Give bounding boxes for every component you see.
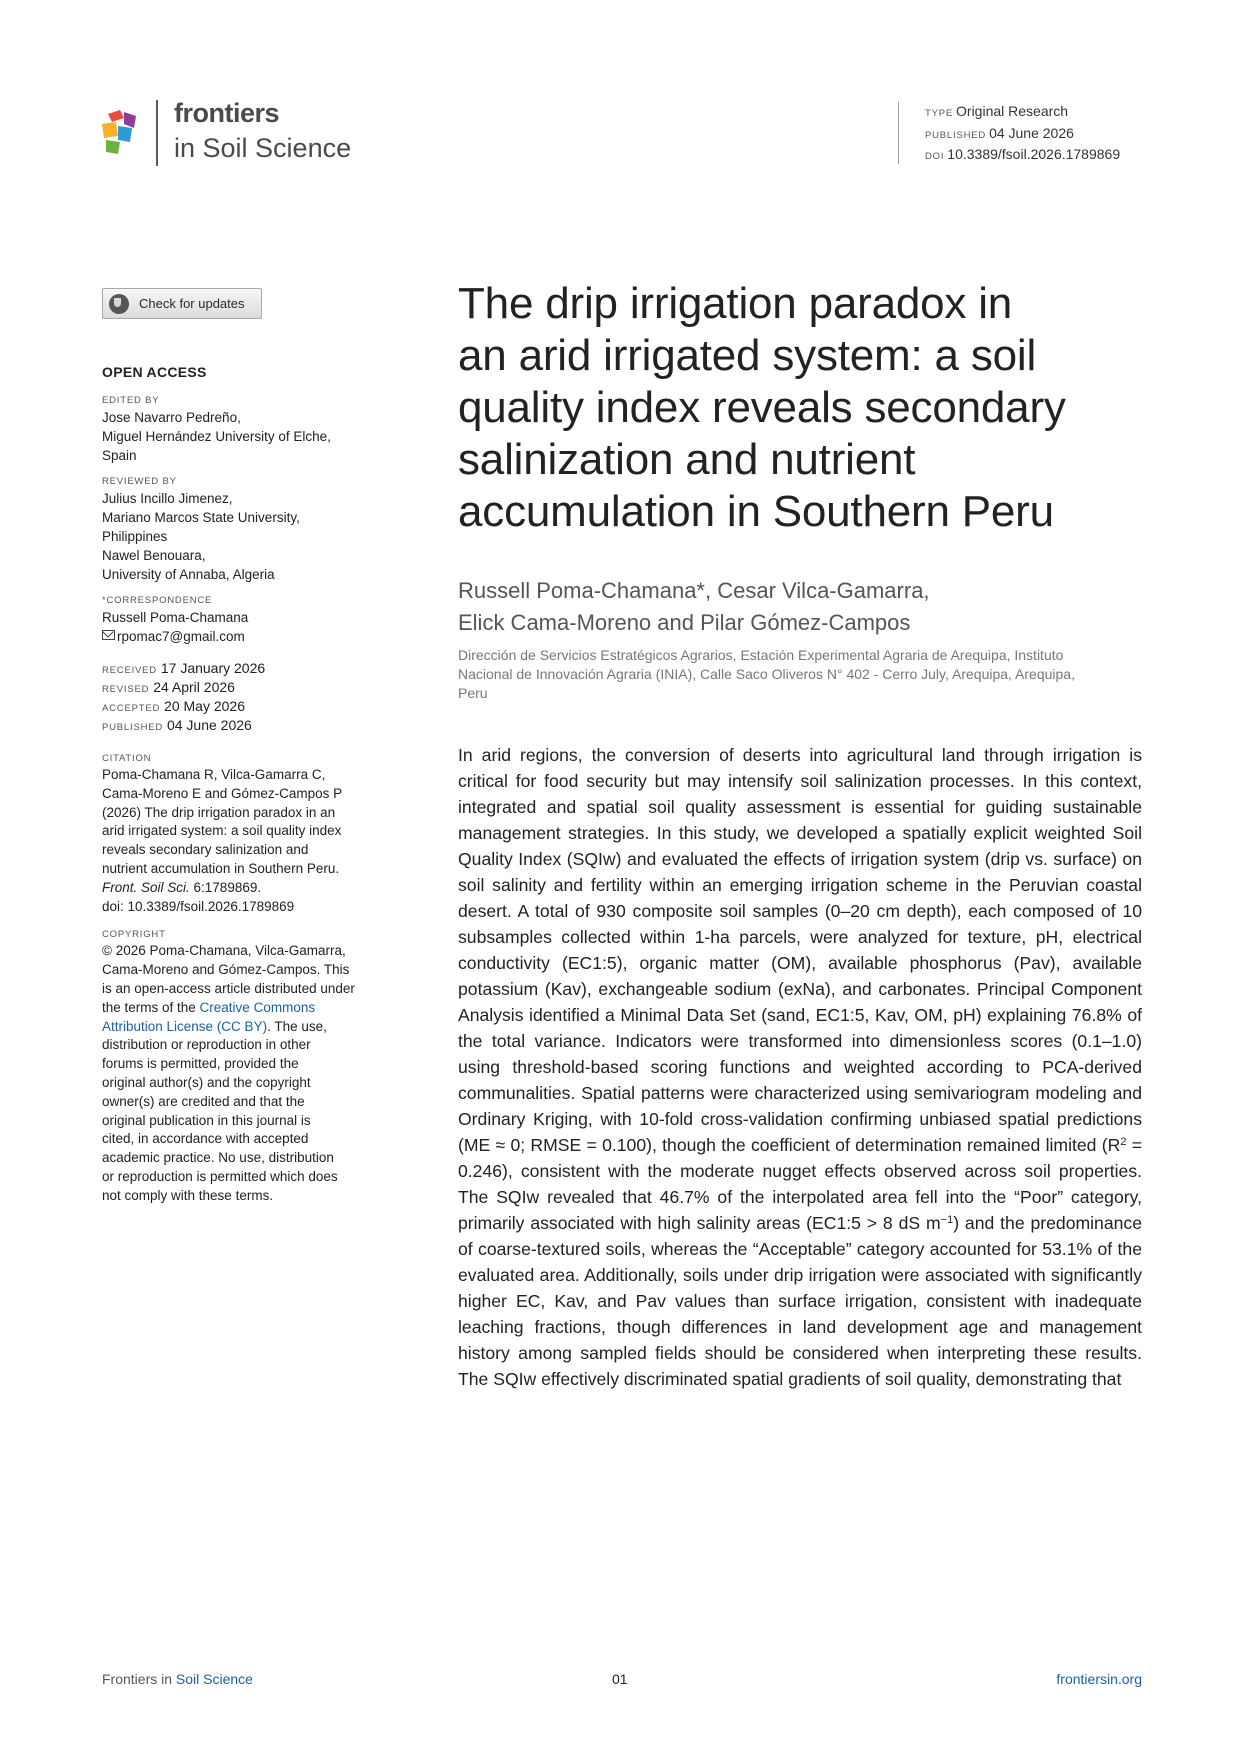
article-dates — [102, 660, 382, 736]
citation-journal: Front. Soil Sci. — [102, 879, 190, 895]
citation-line: (2026) The drip irrigation paradox in an — [102, 804, 336, 820]
copyright-line: distribution or reproduction in other — [102, 1037, 311, 1053]
logo-brand-text: frontiers — [174, 98, 280, 128]
reviewed-by — [102, 489, 382, 584]
check-for-updates-button[interactable] — [102, 288, 262, 319]
reviewer-line: Julius Incillo Jimenez, — [102, 491, 233, 506]
citation-line: arid irrigated system: a soil quality index — [102, 823, 342, 839]
accepted-label: ACCEPTED — [102, 703, 161, 714]
published-value: 04 June 2026 — [166, 717, 252, 733]
copyright-line: original publication in this journal is — [102, 1112, 311, 1128]
license-link[interactable]: Attribution License (CC BY) — [102, 1018, 268, 1034]
revised-date — [102, 679, 382, 698]
copyright — [102, 942, 382, 1205]
title-line: The drip irrigation paradox in — [458, 279, 1013, 328]
footer-journal-link[interactable]: Soil Science — [175, 1671, 253, 1687]
published-label: PUBLISHED — [102, 722, 164, 733]
copyright-line: academic practice. No use, distribution — [102, 1150, 334, 1166]
title-line: accumulation in Southern Peru — [458, 487, 1054, 536]
citation-doi: doi: 10.3389/fsoil.2026.1789869 — [102, 898, 295, 914]
copyright-line: cited, in accordance with accepted — [102, 1131, 309, 1147]
license-link[interactable]: Creative Commons — [199, 999, 316, 1015]
footer-site-link[interactable]: frontiersin.org — [1056, 1671, 1142, 1687]
journal-logo[interactable] — [102, 100, 382, 170]
abstract-text: ) and the predominance of coarse-textured soils, whereas the “Acceptable” category accounted for 53.1% of the evaluated area. Additionally, soils under drip irrigation were associated with significantly higher EC, Kav, and Pav values than surface irrigation, consistent with inadequate leaching fractions, though differences in land development age and management history among sampled fields should be considered when interpreting these results. The SQIw effectively discriminated spatial gradients of soil quality, demonstrating that — [458, 1213, 1142, 1389]
article-type — [925, 102, 1120, 124]
abstract-text: = 0.246), consistent with the moderate nugget effects observed across soil properties. The SQIw revealed that 46.7% of the interpolated area fell into the “Poor” category, primarily associated with high salinity areas (EC1:5 > 8 dS m — [458, 1135, 1142, 1233]
reviewed-by-label: REVIEWED BY — [102, 476, 177, 487]
edited-by — [102, 408, 382, 465]
article-title — [458, 278, 1158, 538]
article-authors — [458, 575, 1158, 639]
edited-by-label: EDITED BY — [102, 395, 160, 406]
copyright-license-line — [102, 1018, 382, 1037]
authors-line[interactable]: Elick Cama-Moreno and Pilar Gómez-Campos — [458, 610, 911, 635]
correspondence-label: *CORRESPONDENCE — [102, 595, 213, 606]
citation-line: Poma-Chamana R, Vilca-Gamarra C, — [102, 767, 326, 782]
logo-divider — [156, 100, 158, 166]
reviewer-line: Mariano Marcos State University, — [102, 510, 300, 525]
editor-line: Jose Navarro Pedreño, — [102, 410, 241, 425]
article-metadata — [898, 102, 1120, 164]
open-access-label: OPEN ACCESS — [102, 364, 207, 380]
citation-line: nutrient accumulation in Southern Peru. — [102, 860, 340, 876]
bookmark-icon — [109, 294, 129, 314]
citation — [102, 766, 382, 916]
published-date — [102, 717, 382, 736]
copyright-license-line — [102, 999, 382, 1018]
article-doi — [925, 145, 1120, 167]
citation-journal-line — [102, 879, 382, 898]
mail-icon — [102, 630, 115, 640]
reviewer-line: Philippines — [102, 529, 168, 544]
author-affiliation: Dirección de Servicios Estratégicos Agrarios, Estación Experimental Agraria de Arequipa, Instituto Nacional de Innovación Agraria (INIA), Calle Saco Oliveros N° 402 - Cerro July, Arequipa, Arequipa, Peru — [458, 647, 1075, 701]
revised-value: 24 April 2026 — [153, 679, 235, 695]
citation-label: CITATION — [102, 753, 152, 764]
citation-volume: 6:1789869. — [189, 879, 262, 895]
copyright-prefix: the terms of the — [102, 999, 200, 1015]
copyright-line: not comply with these terms. — [102, 1187, 274, 1203]
page-number: 01 — [612, 1671, 628, 1687]
title-line: salinization and nutrient — [458, 435, 916, 484]
abstract — [458, 742, 1142, 1392]
correspondence-name: Russell Poma-Chamana — [102, 610, 249, 625]
type-value: Original Research — [956, 103, 1069, 119]
citation-line: Cama-Moreno E and Gómez-Campos P — [102, 785, 343, 801]
published-value: 04 June 2026 — [989, 124, 1074, 141]
authors-line[interactable]: Russell Poma-Chamana*, Cesar Vilca-Gamarra, — [458, 578, 930, 603]
revised-label: REVISED — [102, 684, 150, 695]
correspondence-email[interactable]: rpomac7@gmail.com — [117, 629, 245, 644]
frontiers-cube-logo-icon — [102, 108, 142, 156]
received-label: RECEIVED — [102, 665, 157, 676]
doi-value[interactable]: 10.3389/fsoil.2026.1789869 — [947, 146, 1121, 162]
doi-label: DOI — [925, 151, 945, 162]
footer-journal — [102, 1671, 253, 1687]
abstract-superscript: 2 — [1120, 1136, 1127, 1148]
copyright-line: owner(s) are credited and that the — [102, 1093, 305, 1109]
citation-line: reveals secondary salinization and — [102, 842, 309, 858]
reviewer-line: Nawel Benouara, — [102, 548, 206, 563]
copyright-line: original author(s) and the copyright — [102, 1074, 311, 1090]
copyright-line: forums is permitted, provided the — [102, 1056, 299, 1072]
copyright-label: COPYRIGHT — [102, 929, 166, 941]
abstract-text: In arid regions, the conversion of deserts into agricultural land through irrigation is critical for food security but may intensify soil salinization processes. In this context, integrated and spatial soil quality assessment is essential for guiding sustainable management strategies. In this study, we developed a spatially explicit weighted Soil Quality Index (SQIw) and evaluated the effects of irrigation system (drip vs. surface) on soil salinity and fertility within an emerging irrigation scheme in the Peruvian coastal desert. A total of 930 composite soil samples (0–20 cm depth), each composed of 10 subsamples collected within 1-ha parcels, were analyzed for texture, pH, electrical conductivity (EC1:5), organic matter (OM), available phosphorus (Pav), available potassium (Kav), exchangeable sodium (exNa), and carbonates. Principal Component Analysis identified a Minimal Data Set (sand, EC1:5, Kav, OM, pH) explaining 76.8% of the total variance. Indicators were transformed into dimensionless scores (0.1–1.0) using threshold-based scoring functions and weighted according to PCA-derived communalities. Spatial patterns were characterized using semivariogram modeling and Ordinary Kriging, with 10-fold cross-validation confirming unbiased spatial predictions (ME ≈ 0; RMSE = 0.100), though the coefficient of determination remained limited (R — [458, 745, 1142, 1155]
received-date — [102, 660, 382, 679]
correspondence — [102, 608, 382, 646]
editor-line: Miguel Hernández University of Elche, — [102, 429, 331, 444]
editor-line: Spain — [102, 448, 137, 463]
received-value: 17 January 2026 — [160, 660, 266, 676]
license-suffix: . The use, — [267, 1018, 327, 1034]
page-footer — [102, 1671, 1142, 1691]
copyright-line: is an open-access article distributed under — [102, 980, 355, 996]
reviewer-line: University of Annaba, Algeria — [102, 567, 275, 582]
article-published — [925, 124, 1120, 146]
accepted-date — [102, 698, 382, 717]
copyright-line: or reproduction is permitted which does — [102, 1168, 338, 1184]
copyright-line: Cama-Moreno and Gómez-Campos. This — [102, 962, 350, 978]
sidebar — [102, 364, 382, 1206]
check-for-updates-label: Check for updates — [139, 296, 245, 311]
logo-journal-text: in Soil Science — [174, 133, 352, 163]
type-label: TYPE — [925, 108, 954, 119]
footer-prefix: Frontiers in — [102, 1671, 176, 1687]
accepted-value: 20 May 2026 — [164, 698, 245, 714]
title-line: quality index reveals secondary — [458, 383, 1066, 432]
copyright-line: © 2026 Poma-Chamana, Vilca-Gamarra, — [102, 943, 346, 959]
title-line: an arid irrigated system: a soil — [458, 331, 1037, 380]
published-label: PUBLISHED — [925, 129, 987, 141]
abstract-superscript: −1 — [940, 1214, 954, 1226]
correspondence-email-row[interactable] — [102, 627, 382, 646]
